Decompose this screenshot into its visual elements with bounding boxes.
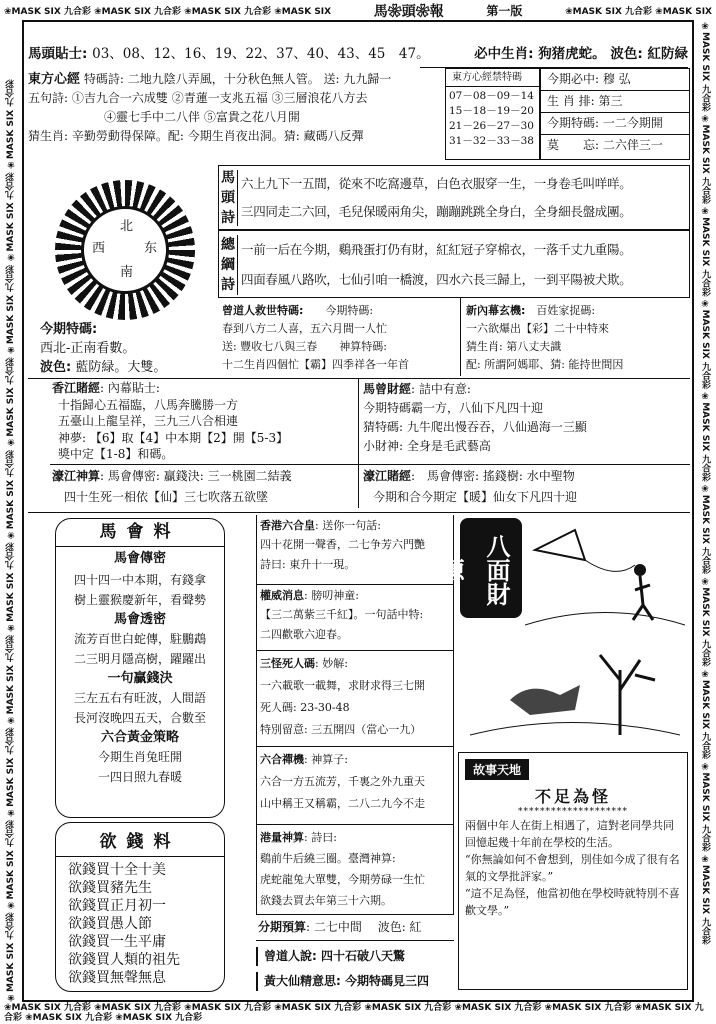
macai-section: 馬曾財經: 詰中有意: 今期特碼霸一方，八仙下凡四十迎 猜特碼: 九牛爬出慢吞吞，八仙過海一三顯 小財神: 全身是毛武藝高	[363, 382, 587, 453]
tips-row: 馬頭貼士: 03、08、12、16、19、22、37、40、43、45 47。 必中生肖: 狗猪虎蛇。 波色: 紅防緑	[28, 42, 688, 62]
header-strip: ❀MASK SIX 九合彩 ❀MASK SIX 九合彩 ❀MASK SIX 九合彩 ❀MASK SIX	[4, 7, 332, 17]
east-right-table: 今期必中: 穆 弘 生 肖 排: 第三 今期特碼: 一二今期開 莫 忘: 二六伴三一	[540, 68, 690, 160]
illustration-kite-boy	[525, 520, 685, 630]
wheel-special: 今期特碼: 西北-正南看數。 波色: 藍防緑。大雙。	[40, 322, 167, 375]
general-poem: 總綱詩 一前一后在今期，鷄飛蛋打仍有財，紅紅冠子穿棉衣，一落千丈九重陽。 四面春風八路吹，七仙引咱一橋渡，四水六長三歸上，一到平陽被犬欺。	[218, 230, 690, 298]
header-strip-end: ❀MASK SIX 九合彩 ❀MASK SIX	[565, 7, 712, 17]
xiangjiang-section: 香江賭經: 內幕貼士: 十指歸心五福臨，八馬奔騰勝一方 五臺山上龍呈祥，三九三八合相連 神夢: 【6】取【4】中本期【2】開【5-3】 獎中定【1-8】和碼。	[52, 381, 289, 461]
haojiang-dujing: 濠江賭經: 馬會傳密: 搖錢樹: 水中聖物 今期和合今期定【暖】仙女下凡四十迎	[363, 469, 578, 504]
mahui-box: 馬會料 馬會傳密 四十四一中本期，有錢拿 樹上靈猴慶新年，看聲勢 馬會透密 流芳百世白蛇傳，駐鵬鵡 二三明月隱高樹，躍躍出 一句贏錢決 三左五右有旺波，人間語 長河沒晚四五天，合數至 六合黃金策略 今期生肖兔旺開 一四日照九春暖	[55, 518, 225, 818]
story-box: 故事天地 不足為怪 ******************** 兩個中年人在街上相遇了，這對老同學共同回憶起幾十年前在學校的生活。 “你無論如何不會想到，別佳如今成了很有名氣的文學批評家。” “這不足為怪，他當初他在學校時就特別不喜歡文學。”	[458, 752, 688, 990]
east-section: 東方心經 特碼詩: 二地九陰八弄風，十分秋色無人管。 送: 九九歸一 五句詩: ①吉九合一六成雙 ②青蓮一支兆五福 ③三層浪花八方去 ④靈七手中二八伴 ⑤富貴之花八月開 猜生肖: 辛勤勞動得保障。配: 今期生肖夜出洞。猜: 藏碼八反彈	[28, 72, 392, 143]
masthead-title: 馬❀頭❀報	[373, 3, 444, 20]
compass-wheel: 北 西 东 南	[55, 180, 195, 320]
border-right: ❀MASK SIX 九合彩 ❀MASK SIX 九合彩 ❀MASK SIX 九合彩 ❀MASK SIX 九合彩 ❀MASK SIX 九合彩 ❀MASK SIX 九合彩 ❀MASK SIX 九合彩 ❀MASK SIX 九合彩 ❀MASK SIX 九合彩 ❀MASK SIX 九合彩	[700, 22, 710, 945]
footer-strip: ❀MASK SIX 九合彩 ❀MASK SIX 九合彩 ❀MASK SIX 九合彩 ❀MASK SIX 九合彩 ❀MASK SIX 九合彩 ❀MASK SIX 九合彩 ❀MASK SIX 九合彩 ❀MASK SIX 九合彩 ❀MASK SIX 九合彩 ❀MASK SIX 九合彩	[4, 1003, 704, 1023]
header-bar	[4, 2, 712, 19]
border-left: ❀MASK SIX 九合彩 ❀MASK SIX 九合彩 ❀MASK SIX 九合彩 ❀MASK SIX 九合彩 ❀MASK SIX 九合彩 ❀MASK SIX 九合彩 ❀MASK SIX 九合彩 ❀MASK SIX 九合彩 ❀MASK SIX 九合彩 ❀MASK SIX 九合彩	[6, 79, 16, 1002]
yuqian-box: 欲錢料 欲錢買十全十美 欲錢買豬先生 欲錢買正月初一 欲錢買愚人節 欲錢買一生平庸 欲錢買人類的祖先 欲錢買無聲無息	[55, 822, 225, 992]
xinnei-section: 新內幕玄機: 百姓家捉碼: 一六欲爆出【彩】二十中特來 猜生肖: 第八丈夫識 配: 所謂阿媽耶、猜: 能持世間因	[466, 304, 624, 371]
tips-zodiac: 必中生肖: 狗猪虎蛇。 波色: 紅防緑	[474, 46, 688, 62]
banner-bamian: 八面財源	[460, 518, 522, 618]
middle-column: 香港六合皇: 送你一句話: 四十花開一聲香，二七争芳六門艷 詩曰: 東升十一現。 權威消息: 膀叨神童: 【三二萬紫三千紅】。一句話中特: 二四歡歌六迎春。 三怪死人碼: 妙解: 一六載歌一載舞，求財求得三七開 死人碼: 23-30-48 特別留意: 三五開四（當心一九） 六合禪機: 神算子: 六合一方五流芳，千裏之外九重天 山中稱王又稱霸，二八二九今不走 港量神算: 詩曰: 鷄前牛后繞三圈。臺灣神算: 虎蛇龍兔大單雙，今期勞碌一生忙 欲錢去買去年第三十六期。 分期預算: 二七中間 波色: 紅 曾道人說: 四十石破八天驚 黃大仙精意思: 今期特碼見三四	[256, 515, 454, 991]
edition-label: 第一版	[486, 4, 523, 18]
horse-poem: 馬頭詩 六上九下一五間，從來不吃窩邊草，白色衣服穿一生，一身卷毛叫咩咩。 三四同走二六回，毛兒保暖兩角尖，蹦蹦跳跳全身白，全身細長盤成團。	[218, 165, 690, 230]
illustration-animals	[470, 640, 680, 740]
zeng-section: 曾道人救世特碼: 今期特碼: 春到八方二人喜，五六月間一人忙 送: 豐收七八與三春 神算特碼: 十二生肖四個忙【霸】四季祥各一年首	[222, 304, 409, 371]
forbid-table: 東方心經禁特碼 07－08－09－14 15－18－19－20 21－26－27－30 31－32－33－38	[445, 68, 540, 160]
haojiang-shensuan: 濠江神算: 馬會傳密: 贏錢決: 三一桃園二結義 四十生死一相依【仙】三七吹落五欲墜	[52, 469, 292, 504]
